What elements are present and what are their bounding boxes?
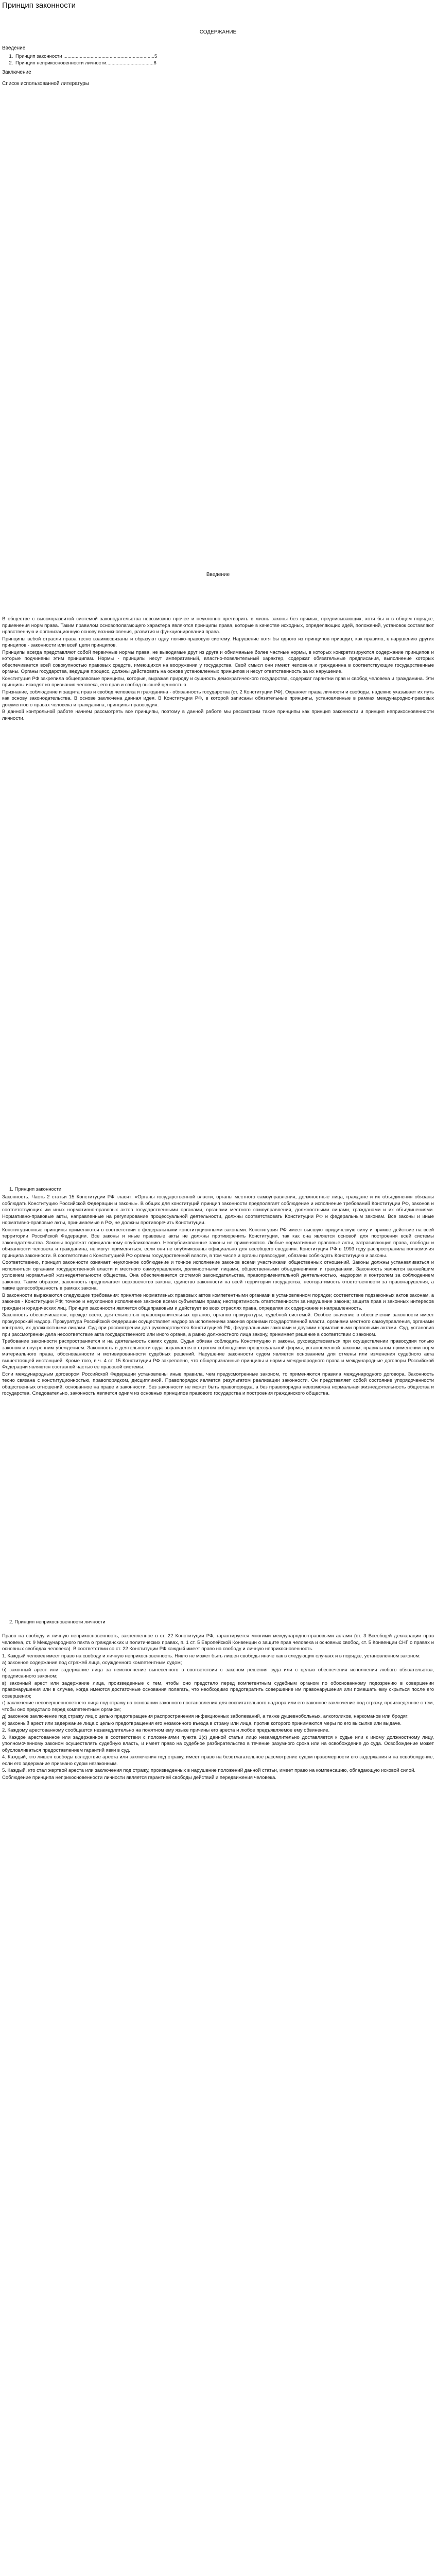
paragraph: В законности выражаются следующие требования: принятие нормативных правовых актов компетентными органами в установленном порядке; соответствие подзаконных актов законам, а законов - Конституции РФ; точное и неуклонное исполнение законов всеми субъектами права; неотвратимость ответственности за нарушение закона; защита прав и законных интересов граждан и юридических лиц. Принцип законности является общеправовым и действует во всех отраслях права, определяя их содержание и направленность. — [2, 1292, 434, 1311]
paragraph: г) заключение несовершеннолетнего лица под стражу на основании законного постановления для воспитательного надзора или его законное заключение под стражу, произведенное с тем, чтобы оно предстало перед компетентным органом; — [2, 1700, 434, 1713]
toc-heading: СОДЕРЖАНИЕ — [199, 29, 237, 35]
paragraph: Законность. Часть 2 статьи 15 Конституции РФ гласит: «Органы государственной власти, органы местного самоуправления, должностные лица, граждане и их объединения обязаны соблюдать Конституцию Российской Федерации и законы». В общих для конституций принцип законности предполагает соблюдение и исполнение требований Конституции РФ, законов и соответствующих им иных нормативно-правовых актов государственными органами, органами местного самоуправления, должностными лицами, гражданами и их объединениями. Нормативно-правовые акты, направленные на регулирование процессуальной деятельности, должны соответствовать Конституции РФ и федеральным законам. Все законы и иные нормативно-правовые акты, принимаемые в РФ, не должны противоречить Конституции. — [2, 1194, 434, 1226]
paragraph: Право на свободу и личную неприкосновенность, закрепленное в ст. 22 Конституции РФ, гарантируется многими международно-правовыми актами (ст. 3 Всеобщей декларации прав человека, ст. 9 Международного пакта о гражданских и политических правах, п. 1 ст. 5 Европейской Конвенции о защите прав человека и основных свобод, ст. 5 Конвенции СНГ о правах и основных свободах человека). В соответствии со ст. 22 Конституции РФ каждый имеет право на свободу и личную неприкосновенность. — [2, 1633, 434, 1652]
paragraph: Соблюдение принципа неприкосновенности личности является гарантией свободы действий и передвижения человека. — [2, 1774, 276, 1781]
toc-sources: Список использованной литературы — [2, 81, 89, 87]
paragraph: 1. Каждый человек имеет право на свободу и личную неприкосновенность. Никто не может быть лишен свободы иначе как в следующих случаях и в порядке, установленном законом: — [2, 1653, 421, 1659]
toc-item: 1. Принцип законности ...................................................................5 — [14, 53, 157, 60]
section-one-heading: 1. Принцип законности — [9, 1187, 62, 1192]
paragraph: Требование законности распространяется и на деятельность самих судов. Судья обязан соблюдать Конституцию и законы, руководствоваться при осуществлении правосудия только законом и внутренним убеждением. Законность в деятельности суда выражается в строгом соблюдении процессуальной формы, установленной законом, правильном применении норм материального права, обоснованности и мотивированности судебных решений. Нарушение законности судом является основанием для отмены или изменения судебного акта вышестоящей инстанцией. Кроме того, в ч. 4 ст. 15 Конституции РФ закреплено, что общепризнанные принципы и нормы международного права и международные договоры Российской Федерации являются составной частью ее правовой системы. — [2, 1338, 434, 1370]
toc-list — [7, 53, 157, 66]
paragraph: б) законный арест или задержание лица за неисполнение вынесенного в соответствии с законом решения суда или с целью обеспечения исполнения любого обязательства, предписанного законом; — [2, 1667, 434, 1679]
introduction-heading: Введение — [206, 572, 230, 578]
document-title: Принцип законности — [2, 1, 76, 10]
toc-conclusion: Заключение — [2, 70, 31, 75]
paragraph: Конституция РФ закрепила общеправовые принципы, которые, выражая природу и сущность демократического государства, содержат гарантии прав и свобод человека и гражданина. Эти принципы исходят из признания человека, его прав и свобод высшей ценностью. — [2, 675, 434, 688]
introduction-body — [2, 616, 434, 722]
paragraph: 2. Каждому арестованному сообщается незамедлительно на понятном ему языке причины его ареста и любое предъявляемое ему обвинение. — [2, 1727, 330, 1733]
paragraph: В обществе с высокоразвитой системой законодательства невозможно прочее и неуклонно претворить в жизнь законы без прямых, предписывающих, хотя бы и в общем порядке, применения норм права. Таким правилом основополагающего характера являются принципы права, которые в качестве исходных, определяющих идей, положений, установок составляют нравственную и организационную основу возникновения, развития и функционирования права. — [2, 616, 434, 635]
section-two-heading: 2. Принцип неприкосновенности личности — [9, 1619, 106, 1625]
paragraph: а) законное содержание под стражей лица, осужденного компетентным судом; — [2, 1660, 182, 1666]
paragraph: Если международным договором Российской Федерации установлены иные правила, чем предусмотренные законом, то применяются правила международного договора. Законность тесно связана с конституционностью, правопорядком, дисциплиной. Правопорядок является результатом реализации законности. Он представляет собой состояние упорядоченности общественных отношений, основанное на праве и законности. Без законности не может быть правопорядка, а без правопорядка невозможна нормальная жизнедеятельность общества и государства. Следовательно, законность является одним из основных принципов правового государства и построения гражданского общества. — [2, 1371, 434, 1396]
paragraph: Конституционные принципы применяются в соответствии с федеральными конституционными законами. Конституция РФ имеет высшую юридическую силу и прямое действие на всей территории Российской Федерации. Все законы и иные правовые акты не должны противоречить Конституции, так как она является основой для построения всей системы законодательства. Законы подлежат официальному опубликованию. Неопубликованные законы не применяются. Любые нормативные правовые акты, затрагивающие права, свободы и обязанности человека и гражданина, не могут применяться, если они не опубликованы официально для всеобщего сведения. Конституция РФ в 1993 году распространила полномочия принципа законности. В соответствии с Конституцией РФ органы государственной власти, в том числе и органы правосудия, обязаны соблюдать Конституцию и законы. — [2, 1227, 434, 1259]
paragraph: В данной контрольной работе начнем рассмотреть все принципы, поэтому в данной работе мы рассмотрим такие принципы как принцип законности и принцип неприкосновенности личности. — [2, 709, 434, 721]
toc-item: 2. Принцип неприкосновенности личности...................................6 — [14, 60, 157, 66]
paragraph: 3. Каждое арестованное или задержанное в соответствии с положениями пункта 1(с) данной статьи лицо незамедлительно доставляется к судье или к иному должностному лицу, уполномоченному законом осуществлять судебную власть, и имеет право на судебное разбирательство в течение разумного срока или на освобождение до суда. Освобождение может обусловливаться предоставлением гарантий явки в суд. — [2, 1734, 434, 1753]
paragraph: в) законный арест или задержание лица, произведенные с тем, чтобы оно предстало перед компетентным судебным органом по обоснованному подозрению в совершении правонарушения или в случае, когда имеются достаточные основания полагать, что необходимо предотвратить совершение им правонарушения или помешать ему скрыться после его совершения; — [2, 1680, 434, 1699]
paragraph: Признание, соблюдение и защита прав и свобод человека и гражданина - обязанность государства (ст. 2 Конституции РФ). Охраняет права личности и свободы, надежно указывает их путь как основу законодательства. В основе заключена данная идея. В Конституции РФ, в которой записаны обязательные принципы, установленные в рамках международно-правовых документов о правах человека и гражданина, принципы правосудия. — [2, 689, 434, 708]
paragraph: Принципы вебой отрасли права тесно взаимосвязаны и образуют одну логико-правовую систему. Нарушение хотя бы одного из принципов приводит, как правило, к нарушению других принципов - законности или всей цепи принципов. — [2, 636, 434, 648]
paragraph: Законность обеспечивается, прежде всего, деятельностью правоохранительных органов, органов прокуратуры, судебной системой. Особое значение в обеспечении законности имеет прокурорский надзор. Прокуратура Российской Федерации осуществляет надзор за исполнением законов органами государственной власти, органами местного самоуправления, органами контроля, их должностными лицами. Суд при рассмотрении дел руководствуется Конституцией РФ, федеральными законами и другими нормативными правовыми актами. Суд, установив при рассмотрении дела несоответствие акта государственного или иного органа, а равно должностного лица закону, принимает решение в соответствии с законом. — [2, 1312, 434, 1337]
paragraph: 5. Каждый, кто стал жертвой ареста или заключения под стражу, произведенных в нарушение положений данной статьи, имеет право на компенсацию, обладающую исковой силой. — [2, 1768, 416, 1773]
paragraph: 4. Каждый, кто лишен свободы вследствие ареста или заключения под стражу, имеет право на безотлагательное рассмотрение судом правомерности его задержания и на освобождение, если его задержание признано судом незаконным. — [2, 1754, 434, 1767]
paragraph: е) законный арест или задержание лица с целью предотвращения его незаконного въезда в страну или лица, против которого принимаются меры по его высылке или выдаче. — [2, 1720, 402, 1726]
paragraph: д) законное заключение под стражу лиц с целью предотвращения распространения инфекционных заболеваний, а также душевнобольных, алкоголиков, наркоманов или бродяг; — [2, 1714, 409, 1719]
section-one-body — [2, 1194, 434, 1398]
paragraph: Принципы всегда представляют собой первичные нормы права, не выводимые друг из друга и обниманьые более частные нормы, в которых конкретизируются содержание принципов и которые подчинены этим принципам. Нормы - принципы несут императивный, властно-повелительный характер, содержат обязательные предписания, выполнение которых обеспечивается всей совокупностью правовых средств, имеющихся на вооружении у государства. Свой смысл они имеют человека и гражданина в соответствующие государственные органы. Органы государства, ведущие процесс, должны действовать на основе установленных принципов и несут ответственность за их нарушение. — [2, 649, 434, 674]
toc-intro: Введение — [2, 45, 26, 51]
section-two-body — [2, 1633, 434, 1782]
paragraph: Соответственно, принцип законности означает неуклонное соблюдение и точное исполнение законов всеми участниками общественных отношений. Законы должны устанавливаться и исполняться органами государственной власти и местного самоуправления, должностными лицами, общественными объединениями и гражданами. Законность является важнейшим условием нормальной жизнедеятельности общества. Она обеспечивается системой законодательства, правоприменительной деятельностью, надзором и контролем за соблюдением законов. Таким образом, законность предполагает верховенство закона, единство законности на всей территории государства, неотвратимость ответственности за правонарушения, а также целесообразность в рамках закона. — [2, 1260, 434, 1291]
